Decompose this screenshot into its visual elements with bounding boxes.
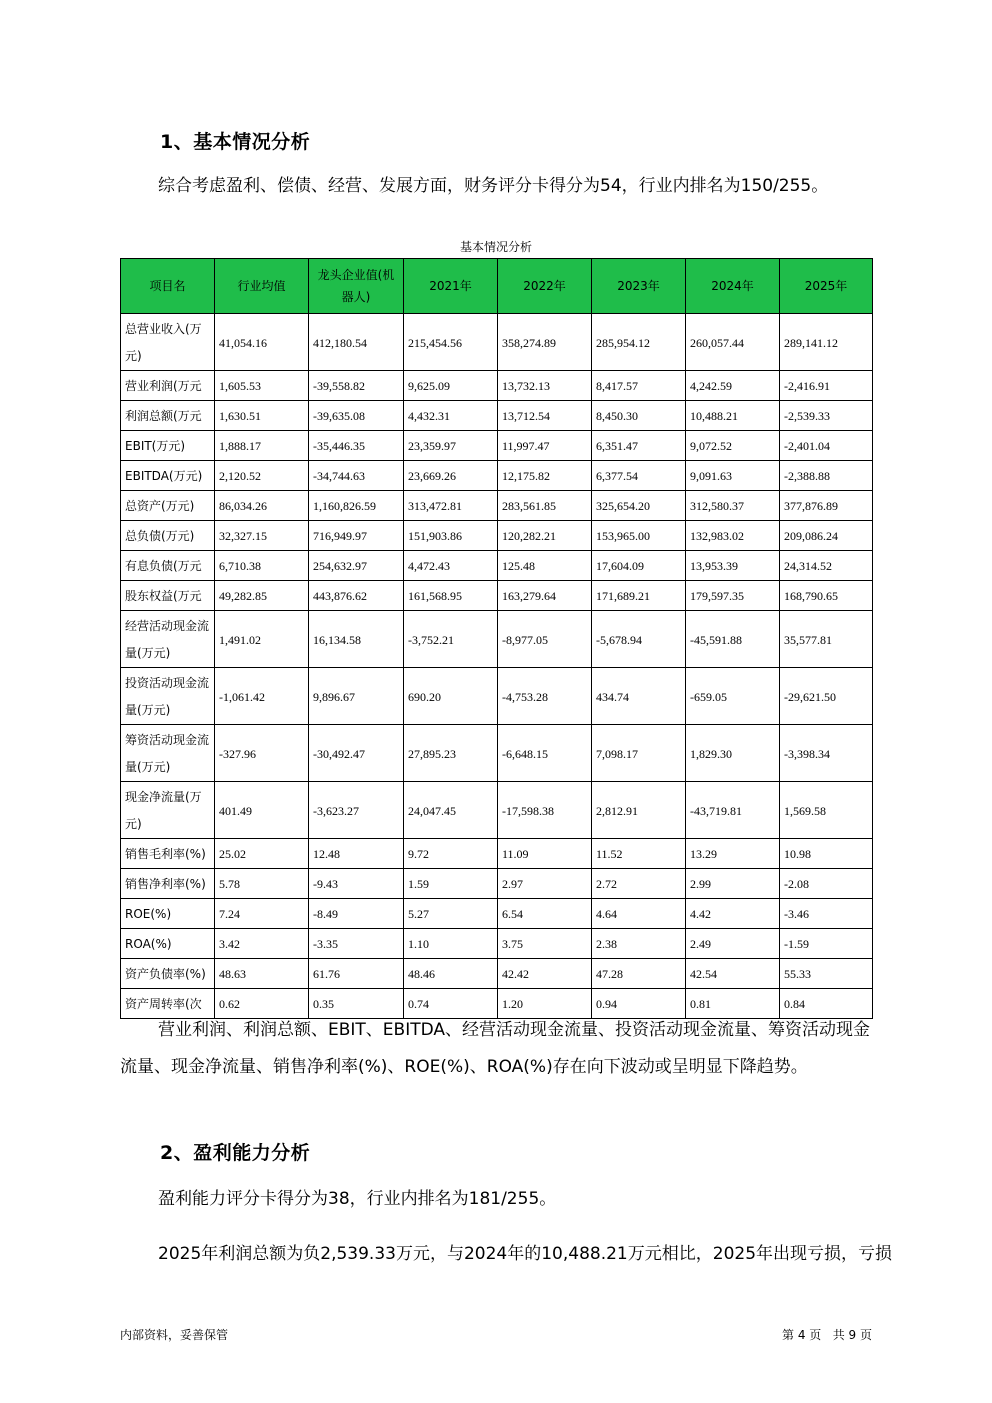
column-header: 2024年	[686, 259, 780, 314]
table-header-row	[121, 259, 873, 314]
table-cell: 6.54	[498, 899, 592, 929]
table-cell: 4,432.31	[404, 401, 498, 431]
table-cell: 4.42	[686, 899, 780, 929]
table-cell: -34,744.63	[309, 461, 404, 491]
table-cell: 7.24	[215, 899, 309, 929]
table-cell: 9.72	[404, 839, 498, 869]
table-cell: 151,903.86	[404, 521, 498, 551]
table-cell: -1,061.42	[215, 668, 309, 725]
table-cell: 9,072.52	[686, 431, 780, 461]
table-row	[121, 782, 873, 839]
table-cell: 1,888.17	[215, 431, 309, 461]
table-cell: 1,491.02	[215, 611, 309, 668]
table-cell: 171,689.21	[592, 581, 686, 611]
table-row	[121, 611, 873, 668]
table-cell: 48.46	[404, 959, 498, 989]
table-cell: 13,712.54	[498, 401, 592, 431]
table-cell: 434.74	[592, 668, 686, 725]
table-cell: 4.64	[592, 899, 686, 929]
table-cell: 358,274.89	[498, 314, 592, 371]
table-cell: 179,597.35	[686, 581, 780, 611]
table-cell: 8,450.30	[592, 401, 686, 431]
table-cell: 5.27	[404, 899, 498, 929]
table-cell: 9,091.63	[686, 461, 780, 491]
table-row	[121, 725, 873, 782]
table-cell: 325,654.20	[592, 491, 686, 521]
table-cell: 17,604.09	[592, 551, 686, 581]
table-cell: 35,577.81	[780, 611, 873, 668]
table-cell: 5.78	[215, 869, 309, 899]
table-cell: 120,282.21	[498, 521, 592, 551]
row-label: 利润总额(万元	[121, 401, 215, 431]
table-cell: -2.08	[780, 869, 873, 899]
table-row	[121, 668, 873, 725]
table-cell: 1.10	[404, 929, 498, 959]
table-row	[121, 431, 873, 461]
table-row	[121, 401, 873, 431]
table-cell: 443,876.62	[309, 581, 404, 611]
table-cell: 27,895.23	[404, 725, 498, 782]
footer-confidential-note: 内部资料，妥善保管	[120, 1328, 229, 1342]
row-label: EBIT(万元)	[121, 431, 215, 461]
row-label: 投资活动现金流量(万元)	[121, 668, 215, 725]
table-row	[121, 491, 873, 521]
table-cell: 3.75	[498, 929, 592, 959]
table-cell: 8,417.57	[592, 371, 686, 401]
table-cell: 313,472.81	[404, 491, 498, 521]
table-cell: 285,954.12	[592, 314, 686, 371]
table-cell: 32,327.15	[215, 521, 309, 551]
row-label: 筹资活动现金流量(万元)	[121, 725, 215, 782]
column-header: 2025年	[780, 259, 873, 314]
table-cell: 2.38	[592, 929, 686, 959]
table-row	[121, 551, 873, 581]
row-label: EBITDA(万元)	[121, 461, 215, 491]
table-cell: -1.59	[780, 929, 873, 959]
column-header: 2023年	[592, 259, 686, 314]
table-cell: 2.72	[592, 869, 686, 899]
table-cell: -327.96	[215, 725, 309, 782]
table-cell: 23,359.97	[404, 431, 498, 461]
table-cell: 10.98	[780, 839, 873, 869]
profit-detail-paragraph: 2025年利润总额为负2,539.33万元，与2024年的10,488.21万元相比，2025年出现亏损，亏损	[158, 1244, 893, 1264]
table-cell: 13.29	[686, 839, 780, 869]
row-label: 经营活动现金流量(万元)	[121, 611, 215, 668]
table-cell: 254,632.97	[309, 551, 404, 581]
table-cell: 0.94	[592, 989, 686, 1019]
table-cell: 47.28	[592, 959, 686, 989]
row-label: 营业利润(万元	[121, 371, 215, 401]
table-cell: 25.02	[215, 839, 309, 869]
column-header: 2021年	[404, 259, 498, 314]
table-cell: -2,539.33	[780, 401, 873, 431]
table-cell: 2.49	[686, 929, 780, 959]
table-cell: 42.42	[498, 959, 592, 989]
row-label: 总营业收入(万元)	[121, 314, 215, 371]
table-cell: -6,648.15	[498, 725, 592, 782]
table-cell: 153,965.00	[592, 521, 686, 551]
table-cell: 6,710.38	[215, 551, 309, 581]
row-label: 股东权益(万元	[121, 581, 215, 611]
table-cell: 0.62	[215, 989, 309, 1019]
table-row	[121, 929, 873, 959]
basic-analysis-table	[120, 258, 873, 1019]
table-cell: 16,134.58	[309, 611, 404, 668]
table-cell: 61.76	[309, 959, 404, 989]
table-cell: 312,580.37	[686, 491, 780, 521]
row-label: 销售净利率(%)	[121, 869, 215, 899]
profitability-score-paragraph: 盈利能力评分卡得分为38，行业内排名为181/255。	[158, 1189, 557, 1209]
table-cell: 1,160,826.59	[309, 491, 404, 521]
table-row	[121, 314, 873, 371]
table-cell: 41,054.16	[215, 314, 309, 371]
table-cell: 1,630.51	[215, 401, 309, 431]
table-cell: -3.46	[780, 899, 873, 929]
table-cell: -8.49	[309, 899, 404, 929]
table-cell: 3.42	[215, 929, 309, 959]
row-label: 总负债(万元)	[121, 521, 215, 551]
row-label: 总资产(万元)	[121, 491, 215, 521]
table-cell: 168,790.65	[780, 581, 873, 611]
table-cell: 2.97	[498, 869, 592, 899]
table-cell: 215,454.56	[404, 314, 498, 371]
table-cell: -659.05	[686, 668, 780, 725]
table-cell: -2,401.04	[780, 431, 873, 461]
table-cell: 9,625.09	[404, 371, 498, 401]
table-cell: 377,876.89	[780, 491, 873, 521]
table-cell: -3,623.27	[309, 782, 404, 839]
table-cell: -5,678.94	[592, 611, 686, 668]
table-cell: 716,949.97	[309, 521, 404, 551]
table-cell: 23,669.26	[404, 461, 498, 491]
table-cell: 2,812.91	[592, 782, 686, 839]
table-row	[121, 899, 873, 929]
table-cell: -3,752.21	[404, 611, 498, 668]
table-row	[121, 869, 873, 899]
table-cell: 48.63	[215, 959, 309, 989]
table-cell: -8,977.05	[498, 611, 592, 668]
table-row	[121, 959, 873, 989]
table-cell: 1,569.58	[780, 782, 873, 839]
table-row	[121, 581, 873, 611]
table-cell: 24,314.52	[780, 551, 873, 581]
table-cell: 2.99	[686, 869, 780, 899]
table-row	[121, 521, 873, 551]
table-cell: -39,635.08	[309, 401, 404, 431]
table-caption: 基本情况分析	[459, 240, 532, 254]
row-label: 资产负债率(%)	[121, 959, 215, 989]
table-cell: -17,598.38	[498, 782, 592, 839]
table-cell: 86,034.26	[215, 491, 309, 521]
table-cell: -3.35	[309, 929, 404, 959]
table-cell: 49,282.85	[215, 581, 309, 611]
row-label: 现金净流量(万元)	[121, 782, 215, 839]
table-cell: 24,047.45	[404, 782, 498, 839]
table-cell: 125.48	[498, 551, 592, 581]
table-cell: 9,896.67	[309, 668, 404, 725]
column-header: 2022年	[498, 259, 592, 314]
table-cell: 0.81	[686, 989, 780, 1019]
table-cell: 412,180.54	[309, 314, 404, 371]
trend-paragraph: 营业利润、利润总额、EBIT、EBITDA、经营活动现金流量、投资活动现金流量、筹资活动现金流量、现金净流量、销售净利率(%)、ROE(%)、ROA(%)存在向下波动或呈明显下降趋势。	[120, 1020, 871, 1077]
table-cell: -4,753.28	[498, 668, 592, 725]
table-cell: 209,086.24	[780, 521, 873, 551]
table-cell: 42.54	[686, 959, 780, 989]
table-cell: 260,057.44	[686, 314, 780, 371]
row-label: 销售毛利率(%)	[121, 839, 215, 869]
table-cell: 6,351.47	[592, 431, 686, 461]
table-cell: -43,719.81	[686, 782, 780, 839]
row-label: 有息负债(万元	[121, 551, 215, 581]
table-row	[121, 371, 873, 401]
table-cell: 1,829.30	[686, 725, 780, 782]
table-cell: -3,398.34	[780, 725, 873, 782]
table-cell: 283,561.85	[498, 491, 592, 521]
table-cell: 12.48	[309, 839, 404, 869]
table-cell: 6,377.54	[592, 461, 686, 491]
table-cell: 2,120.52	[215, 461, 309, 491]
table-cell: -9.43	[309, 869, 404, 899]
table-cell: 4,472.43	[404, 551, 498, 581]
table-cell: 11,997.47	[498, 431, 592, 461]
table-row	[121, 461, 873, 491]
table-cell: 10,488.21	[686, 401, 780, 431]
table-cell: 55.33	[780, 959, 873, 989]
table-cell: 11.52	[592, 839, 686, 869]
table-cell: 1,605.53	[215, 371, 309, 401]
table-cell: -35,446.35	[309, 431, 404, 461]
section-heading-basic: 1、基本情况分析	[160, 131, 311, 153]
table-cell: -39,558.82	[309, 371, 404, 401]
column-header: 龙头企业值(机器人)	[309, 259, 404, 314]
table-cell: -30,492.47	[309, 725, 404, 782]
table-cell: 13,732.13	[498, 371, 592, 401]
table-cell: 161,568.95	[404, 581, 498, 611]
column-header: 行业均值	[215, 259, 309, 314]
summary-paragraph: 综合考虑盈利、偿债、经营、发展方面，财务评分卡得分为54，行业内排名为150/255。	[158, 176, 829, 196]
table-cell: 0.35	[309, 989, 404, 1019]
row-label: ROE(%)	[121, 899, 215, 929]
table-cell: 1.59	[404, 869, 498, 899]
table-row	[121, 839, 873, 869]
table-cell: -29,621.50	[780, 668, 873, 725]
table-cell: 11.09	[498, 839, 592, 869]
table-cell: 0.84	[780, 989, 873, 1019]
section-heading-profitability: 2、盈利能力分析	[160, 1142, 311, 1164]
table-cell: 0.74	[404, 989, 498, 1019]
table-cell: 13,953.39	[686, 551, 780, 581]
table-cell: 7,098.17	[592, 725, 686, 782]
row-label: ROA(%)	[121, 929, 215, 959]
table-cell: 12,175.82	[498, 461, 592, 491]
table-cell: 163,279.64	[498, 581, 592, 611]
row-label: 资产周转率(次	[121, 989, 215, 1019]
table-cell: 401.49	[215, 782, 309, 839]
column-header: 项目名	[121, 259, 215, 314]
table-cell: 132,983.02	[686, 521, 780, 551]
table-cell: 289,141.12	[780, 314, 873, 371]
footer-page-number: 第 4 页 共 9 页	[782, 1328, 872, 1342]
table-cell: -45,591.88	[686, 611, 780, 668]
table-cell: -2,388.88	[780, 461, 873, 491]
table-cell: -2,416.91	[780, 371, 873, 401]
table-body	[121, 314, 873, 1019]
table-cell: 1.20	[498, 989, 592, 1019]
table-cell: 690.20	[404, 668, 498, 725]
table-cell: 4,242.59	[686, 371, 780, 401]
